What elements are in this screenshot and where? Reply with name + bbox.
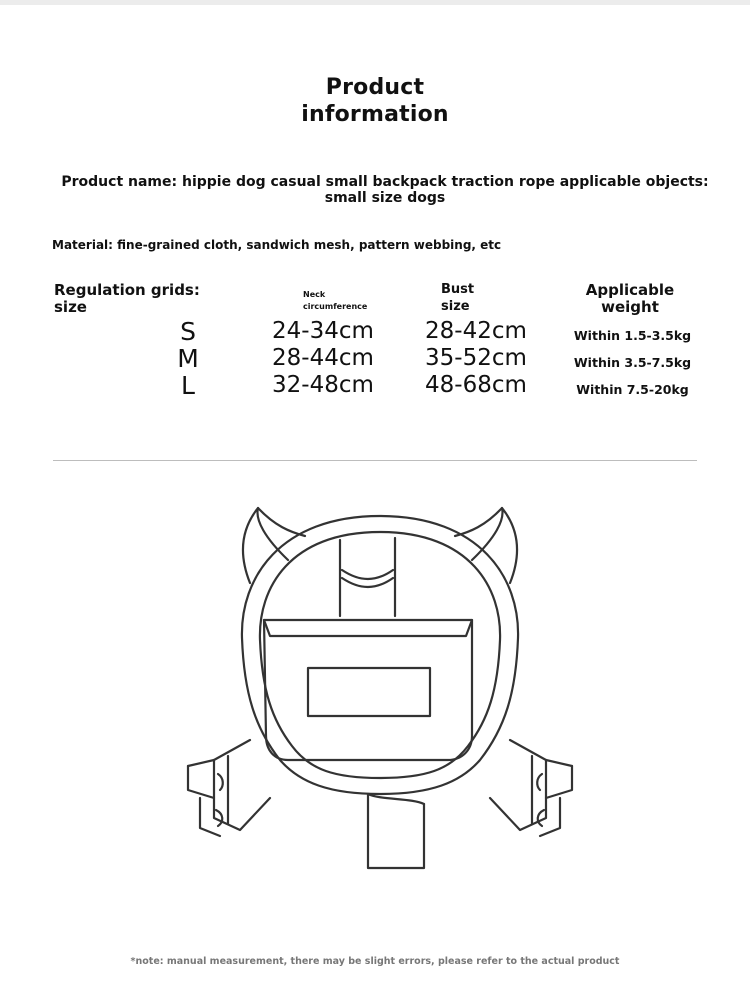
header-neck-line-2: circumference xyxy=(303,302,368,311)
size-cell: M xyxy=(177,344,199,373)
bust-cell: 28-42cm xyxy=(425,318,527,344)
neck-column xyxy=(272,318,402,399)
size-cell: L xyxy=(181,371,195,400)
header-applicable-weight xyxy=(575,282,685,316)
header-neck-line-1: Neck xyxy=(303,290,326,299)
bust-cell: 48-68cm xyxy=(425,372,527,398)
product-name-text: Product name: hippie dog casual small backpack traction rope applicable objects: small size dogs xyxy=(61,174,709,206)
header-bust-size xyxy=(441,281,501,315)
measurement-note: *note: manual measurement, there may be slight errors, please refer to the actual product xyxy=(130,956,620,967)
title-line-1: Product xyxy=(325,75,425,100)
top-divider-line xyxy=(0,0,750,5)
header-neck-circumference xyxy=(303,289,393,313)
neck-cell: 24-34cm xyxy=(272,318,374,344)
weight-cell: Within 3.5-7.5kg xyxy=(573,355,692,370)
header-weight-line-1: Applicable xyxy=(585,281,675,299)
material-text: Material: fine-grained cloth, sandwich mesh, pattern webbing, etc xyxy=(52,238,502,252)
dog-backpack-harness-icon xyxy=(180,498,580,888)
title-line-2: information xyxy=(301,102,449,127)
header-bust-line-2: size xyxy=(441,299,470,314)
bust-cell: 35-52cm xyxy=(425,345,527,371)
size-cell: S xyxy=(180,317,196,346)
page-title xyxy=(255,74,495,128)
header-regulation-line-1: Regulation grids: xyxy=(54,281,200,299)
bust-column xyxy=(425,318,555,399)
section-divider xyxy=(53,460,697,461)
neck-cell: 28-44cm xyxy=(272,345,374,371)
header-weight-line-2: weight xyxy=(601,298,659,316)
neck-cell: 32-48cm xyxy=(272,372,374,398)
weight-cell: Within 1.5-3.5kg xyxy=(573,328,692,343)
header-bust-line-1: Bust xyxy=(441,282,475,297)
size-column xyxy=(168,318,208,399)
weight-cell: Within 7.5-20kg xyxy=(576,382,689,397)
weight-column xyxy=(560,322,705,403)
header-regulation-line-2: size xyxy=(54,298,87,316)
header-regulation-size xyxy=(54,282,224,316)
